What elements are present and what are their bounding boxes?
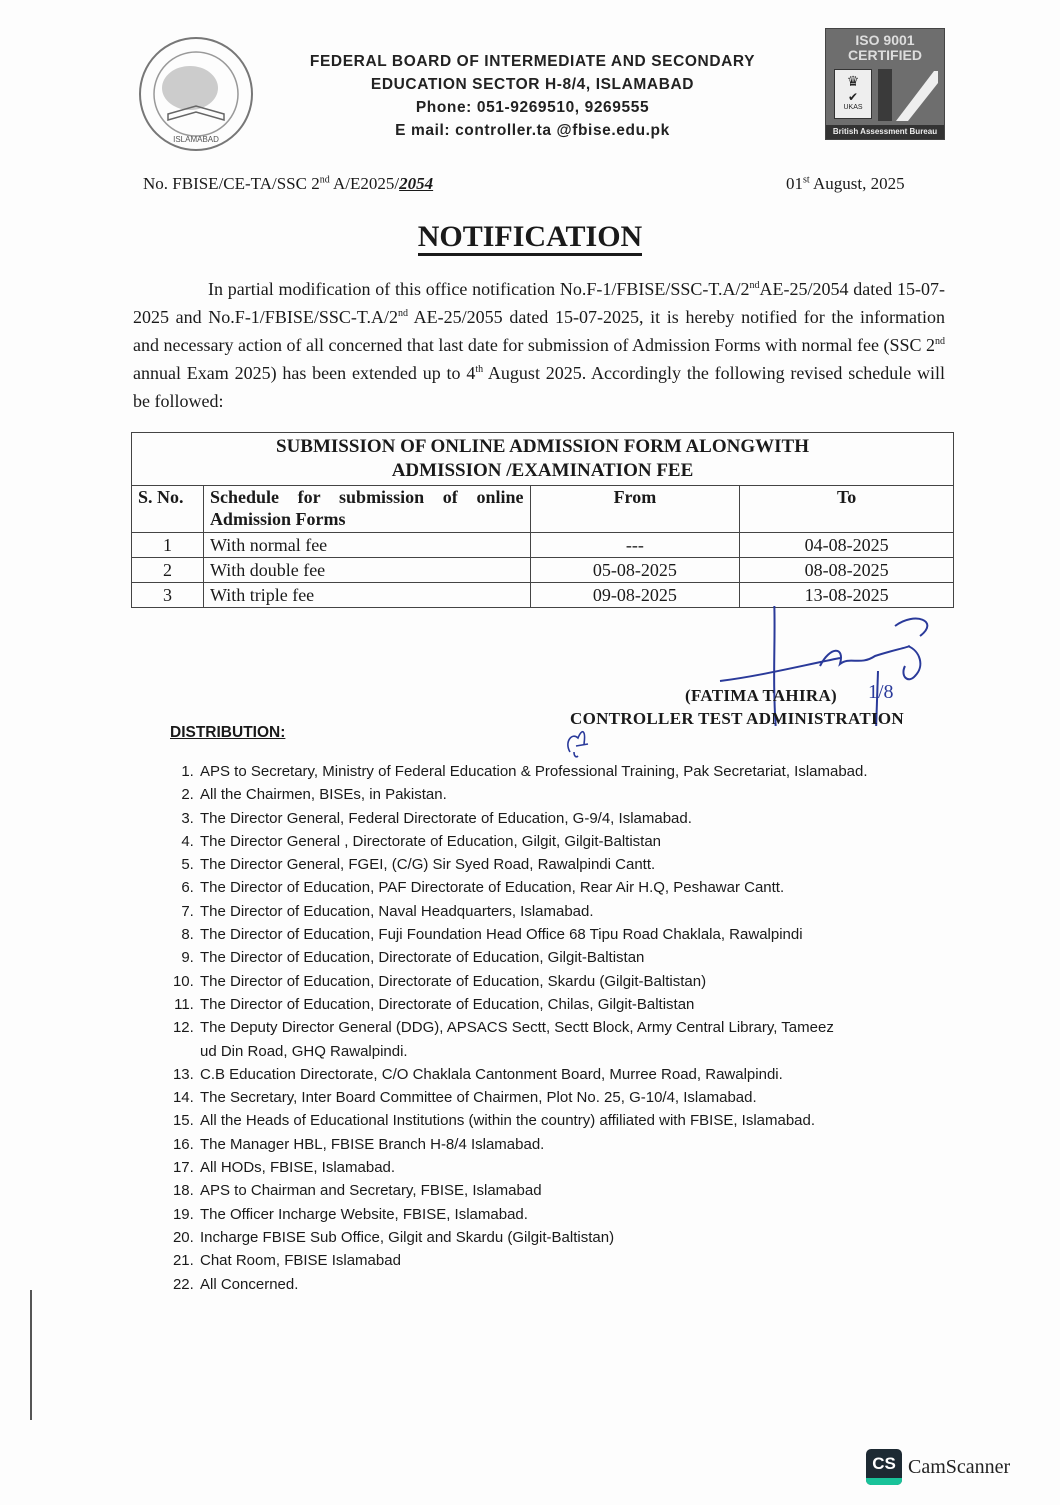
iso-footer: British Assessment Bureau bbox=[826, 125, 944, 139]
table-caption: SUBMISSION OF ONLINE ADMISSION FORM ALONGWITH ADMISSION /EXAMINATION FEE bbox=[132, 433, 954, 486]
reference-number: No. FBISE/CE-TA/SSC 2nd A/E2025/2054 bbox=[143, 174, 434, 193]
signatory-designation: CONTROLLER TEST ADMINISTRATION bbox=[570, 709, 904, 728]
camscanner-logo-icon: CS bbox=[866, 1449, 902, 1485]
fbise-logo bbox=[138, 36, 254, 152]
distribution-list bbox=[160, 760, 998, 1296]
page-edge-divider bbox=[30, 1290, 32, 1420]
list-item: 15. All the Heads of Educational Institutions (within the country) affiliated with FBISE, Islamabad. bbox=[198, 1109, 998, 1132]
list-item: 14. The Secretary, Inter Board Committee of Chairmen, Plot No. 25, G-10/4, Islamabad. bbox=[198, 1086, 998, 1109]
list-item: 16. The Manager HBL, FBISE Branch H-8/4 Islamabad. bbox=[198, 1133, 998, 1156]
list-item: 19. The Officer Incharge Website, FBISE, Islamabad. bbox=[198, 1203, 998, 1226]
iso-title: ISO 9001 CERTIFIED bbox=[848, 32, 922, 63]
list-item: 2. All the Chairmen, BISEs, in Pakistan. bbox=[198, 783, 998, 806]
list-item: 5. The Director General, FGEI, (C/G) Sir Syed Road, Rawalpindi Cantt. bbox=[198, 853, 998, 876]
table-header-row bbox=[132, 486, 954, 533]
list-item: 1. APS to Secretary, Ministry of Federal Education & Professional Training, Pak Secretariat, Islamabad. bbox=[198, 760, 998, 783]
list-item: 6. The Director of Education, PAF Directorate of Education, Rear Air H.Q, Peshawar Cantt. bbox=[198, 876, 998, 899]
header-schedule: Schedule for submission of online Admission Forms bbox=[203, 486, 530, 533]
fbise-seal-icon bbox=[138, 36, 254, 152]
table-row: 2 With double fee 05-08-2025 08-08-2025 bbox=[132, 558, 954, 583]
signatory-name: (FATIMA TAHIRA) bbox=[685, 686, 837, 705]
list-item: 22. All Concerned. bbox=[198, 1273, 998, 1296]
list-item: 9. The Director of Education, Directorate of Education, Gilgit-Baltistan bbox=[198, 946, 998, 969]
org-name-line2: EDUCATION SECTOR H-8/4, ISLAMABAD bbox=[370, 76, 695, 93]
camscanner-label: CamScanner bbox=[908, 1455, 1011, 1478]
list-item: 10. The Director of Education, Directorate of Education, Skardu (Gilgit-Baltistan) bbox=[198, 970, 998, 993]
list-item: 12. The Deputy Director General (DDG), APSACS Sectt, Sectt Block, Army Central Library, Tameez ud Din Road, GHQ Rawalpindi. bbox=[198, 1016, 840, 1063]
header-sno: S. No. bbox=[132, 486, 204, 533]
list-item: 18. APS to Chairman and Secretary, FBISE, Islamabad bbox=[198, 1179, 998, 1202]
list-item: 17. All HODs, FBISE, Islamabad. bbox=[198, 1156, 998, 1179]
list-item: 8. The Director of Education, Fuji Foundation Head Office 68 Tipu Road Chaklala, Rawalpindi bbox=[198, 923, 998, 946]
handwritten-signature-icon bbox=[680, 606, 940, 726]
org-name-line1: FEDERAL BOARD OF INTERMEDIATE AND SECONDARY bbox=[309, 53, 756, 70]
list-item: 21. Chat Room, FBISE Islamabad bbox=[198, 1249, 998, 1272]
page-title: NOTIFICATION bbox=[0, 220, 1060, 254]
table-row: 3 With triple fee 09-08-2025 13-08-2025 bbox=[132, 583, 954, 608]
header-to: To bbox=[740, 486, 954, 533]
notification-body: In partial modification of this office notification No.F-1/FBISE/SSC-T.A/2ndAE-25/2054 dated 15-07-2025 and No.F-1/FBISE/SSC-T.A/2nd AE-25/2055 dated 15-07-2025, it is hereby notified for the information and necessary action of all concerned that last date for submission of Admission Forms with normal fee (SSC 2nd annual Exam 2025) has been extended up to 4th August 2025. Accordingly the following revised schedule will be followed: bbox=[133, 279, 945, 411]
svg-text:ISLAMABAD: ISLAMABAD bbox=[173, 135, 219, 144]
camscanner-watermark bbox=[866, 1449, 1010, 1485]
header-from: From bbox=[530, 486, 740, 533]
schedule-table bbox=[131, 432, 954, 608]
table-row: 1 With normal fee --- 04-08-2025 bbox=[132, 533, 954, 558]
org-email: E mail: controller.ta @fbise.edu.pk bbox=[395, 122, 670, 139]
list-item: 7. The Director of Education, Naval Headquarters, Islamabad. bbox=[198, 900, 998, 923]
letterhead bbox=[260, 50, 805, 142]
notification-date: 01st August, 2025 bbox=[786, 174, 905, 193]
list-item: 4. The Director General , Directorate of Education, Gilgit, Gilgit-Baltistan bbox=[198, 830, 998, 853]
list-item: 20. Incharge FBISE Sub Office, Gilgit and Skardu (Gilgit-Baltistan) bbox=[198, 1226, 998, 1249]
org-phone: Phone: 051-9269510, 9269555 bbox=[415, 99, 650, 116]
table-caption-row bbox=[132, 433, 954, 486]
list-item: 3. The Director General, Federal Directorate of Education, G-9/4, Islamabad. bbox=[198, 807, 998, 830]
check-stripe-icon bbox=[878, 69, 938, 121]
initials-mark-icon bbox=[562, 722, 592, 758]
svg-text:1/8: 1/8 bbox=[868, 681, 894, 703]
distribution-heading: DISTRIBUTION: bbox=[170, 724, 286, 741]
iso-certification-badge bbox=[825, 28, 945, 140]
ukas-crown-icon: ♛ ✔ UKAS bbox=[834, 69, 872, 119]
list-item: 11. The Director of Education, Directorate of Education, Chilas, Gilgit-Baltistan bbox=[198, 993, 998, 1016]
list-item: 13. C.B Education Directorate, C/O Chaklala Cantonment Board, Murree Road, Rawalpindi. bbox=[198, 1063, 998, 1086]
